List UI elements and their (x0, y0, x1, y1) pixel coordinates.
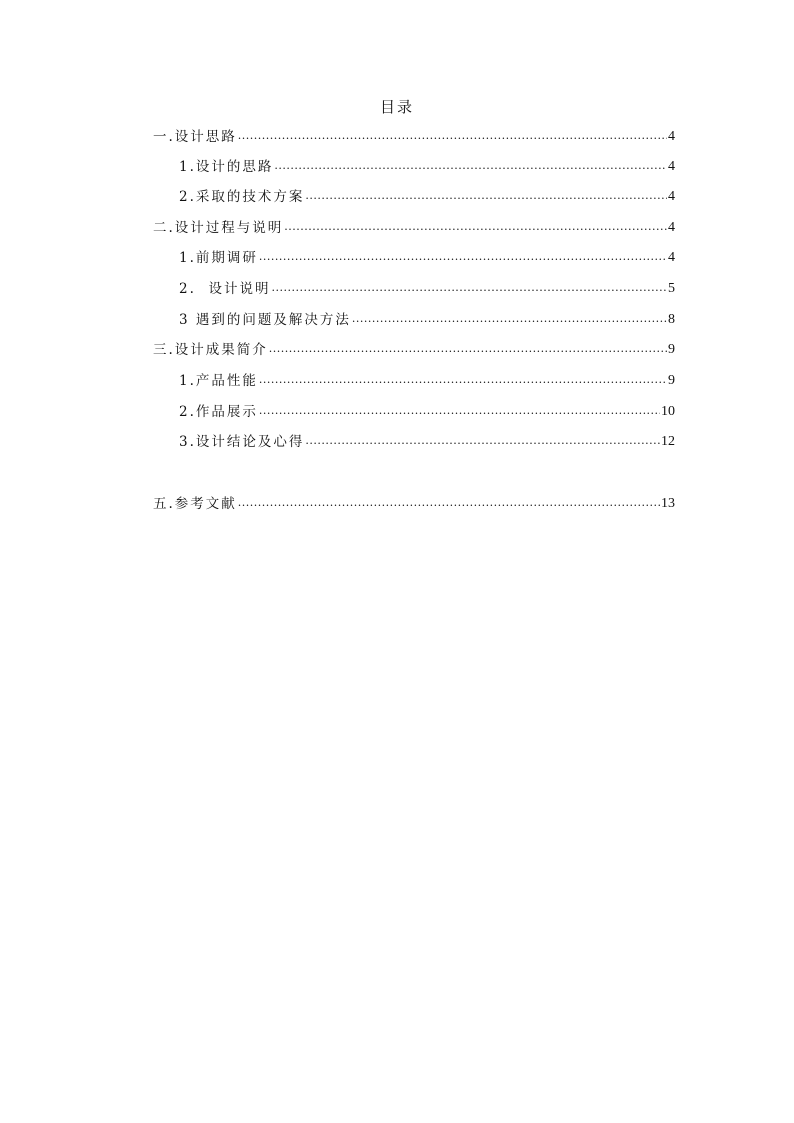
toc-entry-references[interactable] (153, 491, 675, 513)
toc-entry-design-thinking[interactable] (179, 154, 675, 176)
toc-entry-label: 1.设计的思路 (179, 159, 274, 175)
toc-page-number: 9 (668, 342, 675, 357)
toc-entry-conclusions[interactable] (179, 429, 675, 451)
toc-page-number: 13 (661, 496, 675, 511)
toc-page-number: 4 (668, 220, 675, 235)
toc-entry-label: 3.设计结论及心得 (179, 434, 305, 450)
toc-page-number: 12 (661, 434, 675, 449)
toc-leader-dots (274, 159, 667, 173)
toc-leader-dots (269, 342, 667, 356)
toc-leader-dots (271, 281, 667, 295)
toc-page-number: 5 (668, 281, 675, 296)
toc-leader-dots (259, 373, 667, 387)
toc-leader-dots (305, 434, 660, 448)
toc-page-number: 10 (661, 404, 675, 419)
toc-page-number: 4 (668, 189, 675, 204)
toc-leader-dots (259, 404, 660, 418)
toc-entry-label: 3 遇到的问题及解决方法 (179, 312, 351, 328)
toc-page-number: 8 (668, 312, 675, 327)
toc-entry-product-performance[interactable] (179, 368, 675, 390)
toc-leader-dots (238, 129, 667, 143)
toc-entry-label: 三.设计成果简介 (153, 342, 268, 358)
toc-page-number: 4 (668, 129, 675, 144)
toc-entry-work-showcase[interactable] (179, 399, 675, 421)
toc-entry-label: 五.参考文献 (153, 496, 237, 512)
toc-leader-dots (259, 250, 667, 264)
toc-entry-technical-approach[interactable] (179, 184, 675, 206)
toc-entry-preliminary-research[interactable] (179, 245, 675, 267)
toc-entry-label: 1.前期调研 (179, 250, 258, 266)
toc-leader-dots (238, 496, 660, 510)
toc-entry-label: 1.产品性能 (179, 373, 258, 389)
toc-entry-label: 一.设计思路 (153, 129, 237, 145)
toc-entry-design-process[interactable] (153, 215, 675, 237)
toc-entry-problems-solutions[interactable] (179, 307, 675, 329)
toc-entry-label: 2.采取的技术方案 (179, 189, 305, 205)
toc-leader-dots (352, 312, 667, 326)
toc-entry-design-description[interactable] (179, 276, 675, 298)
toc-page-number: 4 (668, 250, 675, 265)
toc-entry-design-ideas[interactable] (153, 124, 675, 146)
toc-entry-label: 2.作品展示 (179, 404, 258, 420)
toc-entry-design-results[interactable] (153, 337, 675, 359)
toc-title: 目录 (379, 98, 414, 116)
toc-page-number: 4 (668, 159, 675, 174)
toc-page-number: 9 (668, 373, 675, 388)
toc-leader-dots (284, 220, 667, 234)
toc-leader-dots (305, 189, 667, 203)
toc-entry-label: 2. 设计说明 (179, 281, 271, 297)
toc-entry-label: 二.设计过程与说明 (153, 220, 284, 236)
